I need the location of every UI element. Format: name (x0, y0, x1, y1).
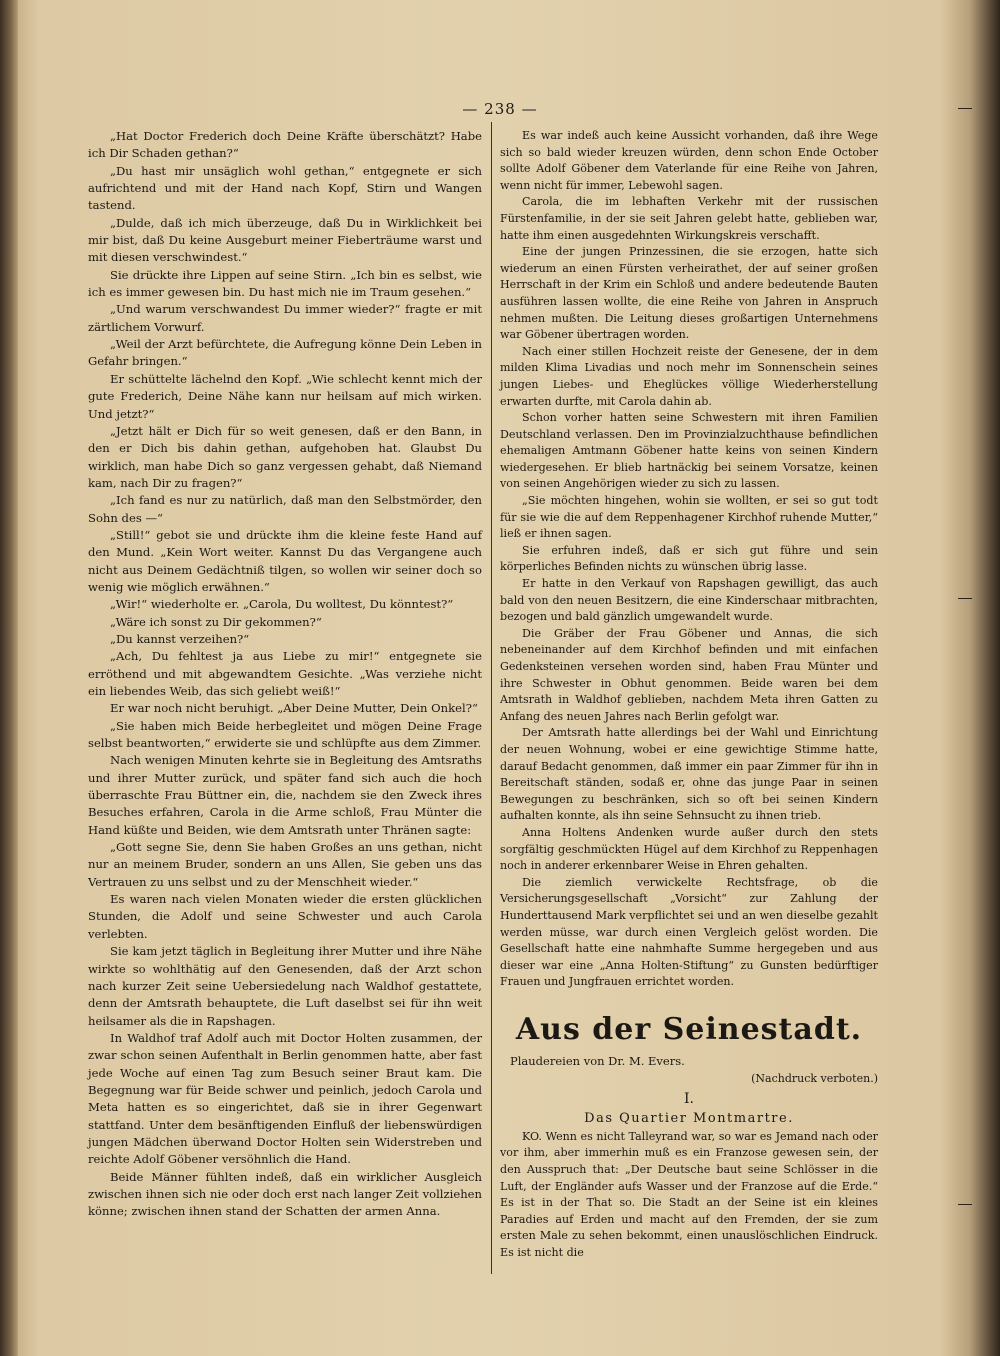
right-column (500, 128, 878, 1262)
edge-mark (958, 598, 972, 599)
left-paragraph: Sie drückte ihre Lippen auf seine Stirn. „Ich bin es selbst, wie ich es immer gewesen bin. Du hast mich nie im Traum gesehen.“ (88, 267, 482, 300)
right-paragraph: Sie erfuhren indeß, daß er sich gut führe und sein körperliches Befinden nichts zu wünschen übrig lasse. (500, 543, 878, 574)
left-paragraph: „Ich fand es nur zu natürlich, daß man den Selbstmörder, den Sohn des —“ (88, 493, 482, 525)
right-paragraph: Er hatte in den Verkauf von Rapshagen gewilligt, das auch bald von den neuen Besitzern, die eine Kinderschaar mitbrachten, bezogen und bald gänzlich umgewandelt wurde. (500, 577, 878, 624)
left-paragraph: „Dulde, daß ich mich überzeuge, daß Du in Wirklichkeit bei mir bist, daß Du keine Ausgeburt meiner Fieberträume warst und mit diesen verschwindest.“ (88, 215, 482, 265)
edge-mark (958, 1204, 972, 1205)
left-paragraph: Es waren nach vielen Monaten wieder die ersten glücklichen Stunden, die Adolf und seine Schwester und auch Carola verlebten. (88, 892, 482, 941)
right-paragraph: Anna Holtens Andenken wurde außer durch den stets sorgfältig geschmückten Hügel auf dem Kirchhof zu Reppenhagen noch in anderer erkennbarer Weise in Ehren gehalten. (500, 825, 878, 873)
left-paragraph: Nach wenigen Minuten kehrte sie in Begleitung des Amtsraths und ihrer Mutter zurück, und später fand sich auch die hoch überraschte Frau Büttner ein, die, nachdem sie den Zweck ihres Besuches erfahren, Carola in die Arme schloß, Frau Münter die Hand küßte und Beiden, wie dem Amtsrath unter Thränen sagte: (88, 753, 482, 837)
book-binding-gutter (0, 0, 18, 1356)
right-paragraph: Schon vorher hatten seine Schwestern mit ihren Familien Deutschland verlassen. Den im Provinzialzuchthause befindlichen ehemaligen Amtmann Göbener hatte keins von seinen Kindern wiedergesehen. Er blieb hartnäckig bei seinem Vorsatze, keinen von seinen Angehörigen wieder zu sich zu lassen. (500, 411, 878, 491)
right-paragraph: Es war indeß auch keine Aussicht vorhanden, daß ihre Wege sich so bald wieder kreuzen würden, denn schon Ende October sollte Adolf Göbener dem Vaterlande für eine Reihe von Jahren, wenn nicht für immer, Lebewohl sagen. (500, 129, 878, 192)
left-paragraph: „Du kannst verzeihen?“ (110, 631, 250, 646)
left-paragraph: Er war noch nicht beruhigt. „Aber Deine Mutter, Dein Onkel?“ (110, 701, 478, 716)
left-paragraph: „Still!“ gebot sie und drückte ihm die kleine feste Hand auf den Mund. „Kein Wort weiter. Kannst Du das Vergangene auch nicht aus Deinem Gedächtniß tilgen, so wollen wir seiner doch so wenig wie möglich erwähnen.“ (88, 527, 482, 594)
edge-mark (958, 108, 972, 109)
left-paragraph: Beide Männer fühlten indeß, daß ein wirklicher Ausgleich zwischen ihnen sich nie oder doch erst nach langer Zeit vollziehen könne; zwischen ihnen stand der Schatten der armen Anna. (88, 1169, 482, 1219)
left-paragraph: Sie kam jetzt täglich in Begleitung ihrer Mutter und ihre Nähe wirkte so wohlthätig auf den Genesenden, daß der Arzt schon nach kurzer Zeit seine Uebersiedelung nach Waldhof gestattete, denn der Amtsrath behauptete, die Luft daselbst sei für ihn weit heilsamer als die in Rapshagen. (88, 944, 482, 1028)
left-paragraph: „Weil der Arzt befürchtete, die Aufregung könne Dein Leben in Gefahr bringen.“ (88, 337, 482, 369)
feuilleton-article (500, 1013, 878, 1262)
article-title: Aus der Seinestadt. (515, 1011, 863, 1047)
reprint-note: (Nachdruck verboten.) (751, 1071, 878, 1085)
left-paragraph: „Wäre ich sonst zu Dir gekommen?“ (110, 614, 322, 629)
left-paragraph: „Jetzt hält er Dich für so weit genesen, daß er den Bann, in den er Dich bis dahin gethan, aufgehoben hat. Glaubst Du wirklich, man habe Dich so ganz vergessen gehabt, daß Niemand kam, nach Dir zu fragen?“ (88, 423, 482, 490)
left-column (88, 128, 482, 1221)
section-title: Das Quartier Montmartre. (584, 1110, 794, 1126)
right-paragraph: Carola, die im lebhaften Verkehr mit der russischen Fürstenfamilie, in der sie seit Jahren gelebt hatte, geblieben war, hatte ihm einen ausgedehnten Wirkungskreis verschafft. (500, 195, 878, 242)
left-paragraph: In Waldhof traf Adolf auch mit Doctor Holten zusammen, der zwar schon seinen Aufenthalt in Berlin genommen hatte, aber fast jede Woche auf einen Tag zum Besuch seiner Braut kam. Die Begegnung war für Beide schwer und peinlich, jedoch Carola und Meta hatten es so eingerichtet, daß sie in ihrer Gegenwart stattfand. Unter dem besänftigenden Einfluß der liebenswürdigen jungen Mädchen überwand Doctor Holten sein Widerstreben und reichte Adolf Göbener versöhnlich die Hand. (88, 1030, 482, 1167)
right-paragraph: Eine der jungen Prinzessinen, die sie erzogen, hatte sich wiederum an einen Fürsten verheirathet, der auf seiner großen Herrschaft in der Krim ein Schloß und andere bedeutende Bauten ausführen lassen wollte, die eine Reihe von Jahren in Anspruch nehmen mußten. Die Leitung dieses großartigen Unternehmens war Göbener übertragen worden. (500, 245, 878, 342)
right-paragraph: Nach einer stillen Hochzeit reiste der Genesene, der in dem milden Klima Livadias und noch mehr im Sonnenschein seines jungen Liebes- und Eheglückes völlige Wiederherstellung erwarten durfte, mit Carola dahin ab. (500, 344, 878, 408)
left-paragraph: „Sie haben mich Beide herbegleitet und mögen Deine Frage selbst beantworten,“ erwiderte sie und schlüpfte aus dem Zimmer. (88, 718, 482, 751)
left-paragraph: Er schüttelte lächelnd den Kopf. „Wie schlecht kennt mich der gute Frederich, Deine Nähe kann nur heilsam auf mich wirken. Und jetzt?“ (88, 371, 482, 421)
right-paragraph: Die ziemlich verwickelte Rechtsfrage, ob die Versicherungsgesellschaft „Vorsicht“ zur Zahlung der Hunderttausend Mark verpflichtet sei und an wen dieselbe gezahlt werden müsse, war durch einen Vergleich gelöst worden. Die Gesellschaft hatte eine nahmhafte Summe hergegeben und aus dieser war eine „Anna Holten-Stiftung“ zu Gunsten bedürftiger Frauen und Jungfrauen errichtet worden. (500, 875, 878, 989)
right-paragraph: „Sie möchten hingehen, wohin sie wollten, er sei so gut todt für sie wie die auf dem Reppenhagener Kirchhof ruhende Mutter,“ ließ er ihnen sagen. (500, 494, 878, 541)
left-paragraph: „Du hast mir unsäglich wohl gethan,“ entgegnete er sich aufrichtend und mit der Hand nach Kopf, Stirn und Wangen tastend. (88, 163, 482, 213)
page-number: — 238 — (462, 100, 538, 118)
left-paragraph: „Wir!“ wiederholte er. „Carola, Du wolltest, Du könntest?“ (110, 597, 454, 612)
right-paragraph: Der Amtsrath hatte allerdings bei der Wahl und Einrichtung der neuen Wohnung, wobei er eine gewichtige Stimme hatte, darauf Bedacht genommen, daß immer ein paar Zimmer für ihn in Bereitschaft ständen, sodaß er, ohne das junge Paar in seinen Bewegungen zu beschränken, sich so oft bei seinen Kindern aufhalten konnte, als ihn seine Sehnsucht zu ihnen trieb. (500, 726, 878, 823)
article-byline: Plaudereien von Dr. M. Evers. (510, 1053, 685, 1068)
left-paragraph: „Hat Doctor Frederich doch Deine Kräfte überschätzt? Habe ich Dir Schaden gethan?“ (88, 129, 482, 161)
article-body: KO. Wenn es nicht Talleyrand war, so war es Jemand nach oder vor ihm, aber immerhin muß es ein Franzose gewesen sein, der den Ausspruch that: „Der Deutsche baut seine Schlösser in die Luft, der Engländer aufs Wasser und der Franzose auf die Erde.“ Es ist in der That so. Die Stadt an der Seine ist ein kleines Paradies auf Erden und macht auf den Fremden, der sie zum ersten Male zu sehen bekommt, einen unauslöschlichen Eindruck. Es ist nicht die (500, 1129, 878, 1260)
section-number: I. (684, 1090, 694, 1107)
left-paragraph: „Ach, Du fehltest ja aus Liebe zu mir!“ entgegnete sie erröthend und mit abgewandtem Gesichte. „Was verziehe nicht ein liebendes Weib, das sich geliebt weiß!“ (88, 649, 482, 698)
right-paragraph: Die Gräber der Frau Göbener und Annas, die sich nebeneinander auf dem Kirchhof befinden und mit einfachen Gedenksteinen versehen worden sind, haben Frau Münter und ihre Schwester in Obhut genommen. Beide waren bei dem Amtsrath in Waldhof geblieben, nachdem Meta ihren Gatten zu Anfang des neuen Jahres nach Berlin gefolgt war. (500, 626, 878, 723)
left-paragraph: „Und warum verschwandest Du immer wieder?“ fragte er mit zärtlichem Vorwurf. (88, 302, 482, 334)
left-paragraph: „Gott segne Sie, denn Sie haben Großes an uns gethan, nicht nur an meinem Bruder, sondern an uns Allen, Sie geben uns das Vertrauen zu uns selbst und zu der Menschheit wieder.“ (88, 840, 482, 889)
right-column-text (500, 128, 878, 991)
column-divider (491, 122, 492, 1274)
